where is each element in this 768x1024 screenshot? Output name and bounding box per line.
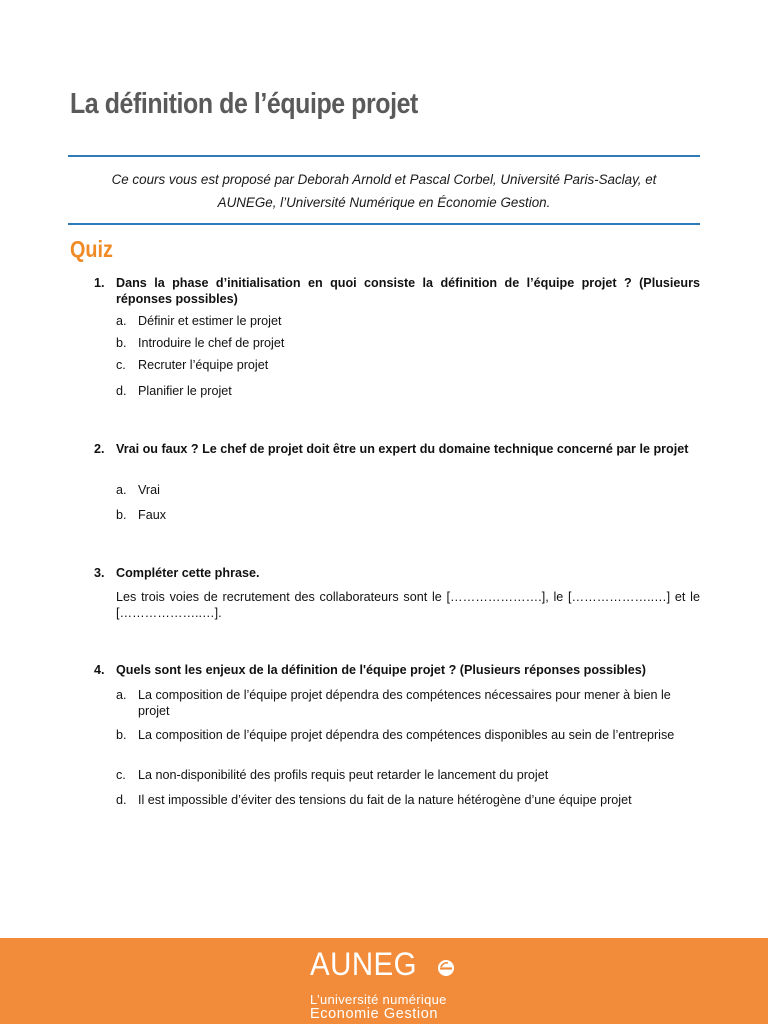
- question-text: Dans la phase d’initialisation en quoi consiste la définition de l’équipe projet ? (Plusieurs réponses possibles): [116, 276, 700, 306]
- question-text: Compléter cette phrase.: [116, 566, 260, 580]
- fill-in-sentence[interactable]: Les trois voies de recrutement des collaborateurs sont le [………………….], le [………………..…] et le [………………..…].: [116, 590, 700, 620]
- logo-wordmark: AUNEG: [310, 946, 417, 982]
- option-letter: c.: [116, 358, 126, 372]
- page-title: La définition de l’équipe projet: [70, 88, 418, 120]
- option-letter: b.: [116, 508, 127, 522]
- option-b[interactable]: [116, 727, 700, 743]
- option-d[interactable]: [116, 792, 700, 808]
- option-letter: a.: [116, 483, 127, 497]
- logo-e-icon: [437, 959, 455, 977]
- logo-tagline-2: Economie Gestion: [310, 1006, 439, 1022]
- top-divider: [68, 155, 700, 157]
- option-letter: d.: [116, 793, 127, 807]
- option-letter: b.: [116, 336, 127, 350]
- question-text: Quels sont les enjeux de la définition de l'équipe projet ? (Plusieurs réponses possibles): [116, 663, 646, 677]
- option-letter: b.: [116, 728, 127, 742]
- option-d[interactable]: [116, 383, 700, 399]
- question-number: 2.: [94, 442, 105, 456]
- aunege-logo[interactable]: [310, 946, 460, 1020]
- question-3: [94, 565, 700, 625]
- option-text: Planifier le projet: [138, 384, 232, 398]
- option-letter: a.: [116, 314, 127, 328]
- question-2: [94, 441, 700, 531]
- option-letter: d.: [116, 384, 127, 398]
- option-c[interactable]: [116, 357, 700, 373]
- bottom-divider: [68, 223, 700, 225]
- question-number: 4.: [94, 663, 105, 677]
- option-text: Vrai: [138, 483, 160, 497]
- option-letter: a.: [116, 688, 127, 702]
- footer-band: [0, 938, 768, 1024]
- option-text: Il est impossible d’éviter des tensions du fait de la nature hétérogène d’une équipe projet: [138, 793, 632, 807]
- question-4: [94, 662, 700, 827]
- option-letter: c.: [116, 768, 126, 782]
- option-text: La composition de l’équipe projet dépendra des compétences disponibles au sein de l’entreprise: [138, 728, 675, 742]
- option-c[interactable]: [116, 767, 700, 783]
- question-text: Vrai ou faux ? Le chef de projet doit être un expert du domaine technique concerné par le projet: [116, 442, 689, 456]
- question-number: 1.: [94, 276, 105, 290]
- option-a[interactable]: [116, 687, 700, 719]
- question-1: [94, 275, 700, 405]
- credit-line-2: AUNEGe, l’Université Numérique en Économie Gestion.: [217, 195, 551, 210]
- option-b[interactable]: [116, 507, 700, 523]
- option-a[interactable]: [116, 482, 700, 498]
- course-credit: [68, 168, 700, 214]
- logo-tagline-1: L’université numérique: [310, 992, 447, 1007]
- quiz-heading: Quiz: [70, 236, 113, 262]
- option-text: Recruter l’équipe projet: [138, 358, 269, 372]
- option-text: La non-disponibilité des profils requis peut retarder le lancement du projet: [138, 768, 549, 782]
- option-text: Définir et estimer le projet: [138, 314, 282, 328]
- option-text: La composition de l’équipe projet dépendra des compétences nécessaires pour mener à bien le projet: [138, 688, 671, 718]
- option-a[interactable]: [116, 313, 700, 329]
- option-b[interactable]: [116, 335, 700, 351]
- credit-line-1: Ce cours vous est proposé par Deborah Arnold et Pascal Corbel, Université Paris-Saclay, et: [111, 172, 657, 187]
- question-number: 3.: [94, 566, 105, 580]
- option-text: Faux: [138, 508, 166, 522]
- option-text: Introduire le chef de projet: [138, 336, 285, 350]
